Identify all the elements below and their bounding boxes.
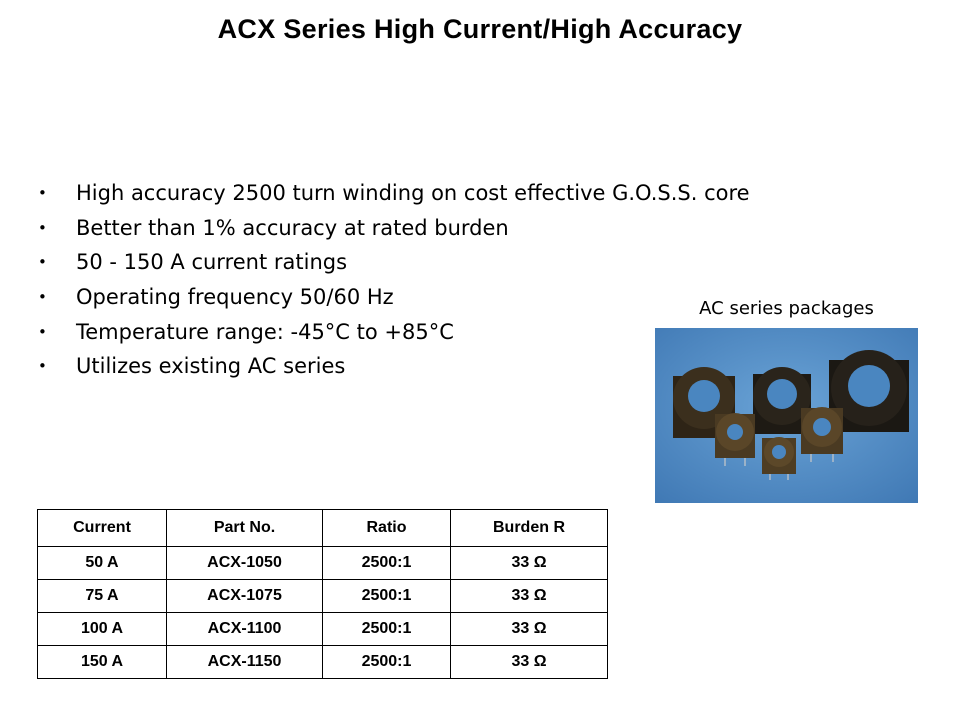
table-header-row — [38, 510, 608, 547]
bullet-icon: • — [38, 288, 47, 307]
column-header-ratio: Ratio — [323, 510, 451, 547]
cell-part-no: ACX-1100 — [167, 613, 323, 646]
feature-text: Utilizes existing AC series — [76, 354, 346, 379]
ac-series-packages-photo — [655, 328, 918, 503]
cell-part-no: ACX-1075 — [167, 580, 323, 613]
slide-title: ACX Series High Current/High Accuracy — [217, 14, 743, 44]
feature-item — [38, 176, 750, 211]
bullet-icon: • — [38, 253, 47, 272]
cell-burden: 33 Ω — [451, 580, 608, 613]
feature-item — [38, 280, 750, 315]
toroid-small-left — [715, 413, 755, 458]
column-header-current: Current — [38, 510, 167, 547]
feature-item — [38, 245, 750, 280]
toroid-small-front — [762, 437, 796, 474]
cell-current: 150 A — [38, 646, 167, 679]
feature-item — [38, 211, 750, 246]
table-row — [38, 646, 608, 679]
table-row — [38, 613, 608, 646]
cell-current: 100 A — [38, 613, 167, 646]
table-row — [38, 547, 608, 580]
cell-burden: 33 Ω — [451, 547, 608, 580]
specifications-table — [37, 509, 608, 679]
cell-part-no: ACX-1150 — [167, 646, 323, 679]
cell-ratio: 2500:1 — [323, 547, 451, 580]
column-header-burden: Burden R — [451, 510, 608, 547]
bullet-icon: • — [38, 218, 47, 237]
toroid-small-right — [801, 407, 843, 454]
cell-ratio: 2500:1 — [323, 580, 451, 613]
photo-caption: AC series packages — [699, 298, 874, 319]
feature-text: High accuracy 2500 turn winding on cost effective G.O.S.S. core — [76, 181, 750, 206]
cell-current: 50 A — [38, 547, 167, 580]
cell-burden: 33 Ω — [451, 646, 608, 679]
feature-text: Operating frequency 50/60 Hz — [76, 285, 394, 310]
feature-list — [38, 176, 750, 384]
column-header-part-no: Part No. — [167, 510, 323, 547]
cell-burden: 33 Ω — [451, 613, 608, 646]
bullet-icon: • — [38, 184, 47, 203]
feature-item — [38, 349, 750, 384]
cell-ratio: 2500:1 — [323, 646, 451, 679]
bullet-icon: • — [38, 357, 47, 376]
table-row — [38, 580, 608, 613]
feature-text: 50 - 150 A current ratings — [76, 250, 348, 275]
feature-text: Temperature range: -45°C to +85°C — [76, 319, 454, 344]
feature-text: Better than 1% accuracy at rated burden — [76, 215, 509, 240]
bullet-icon: • — [38, 322, 47, 341]
cell-current: 75 A — [38, 580, 167, 613]
cell-ratio: 2500:1 — [323, 613, 451, 646]
feature-item — [38, 314, 750, 349]
cell-part-no: ACX-1050 — [167, 547, 323, 580]
